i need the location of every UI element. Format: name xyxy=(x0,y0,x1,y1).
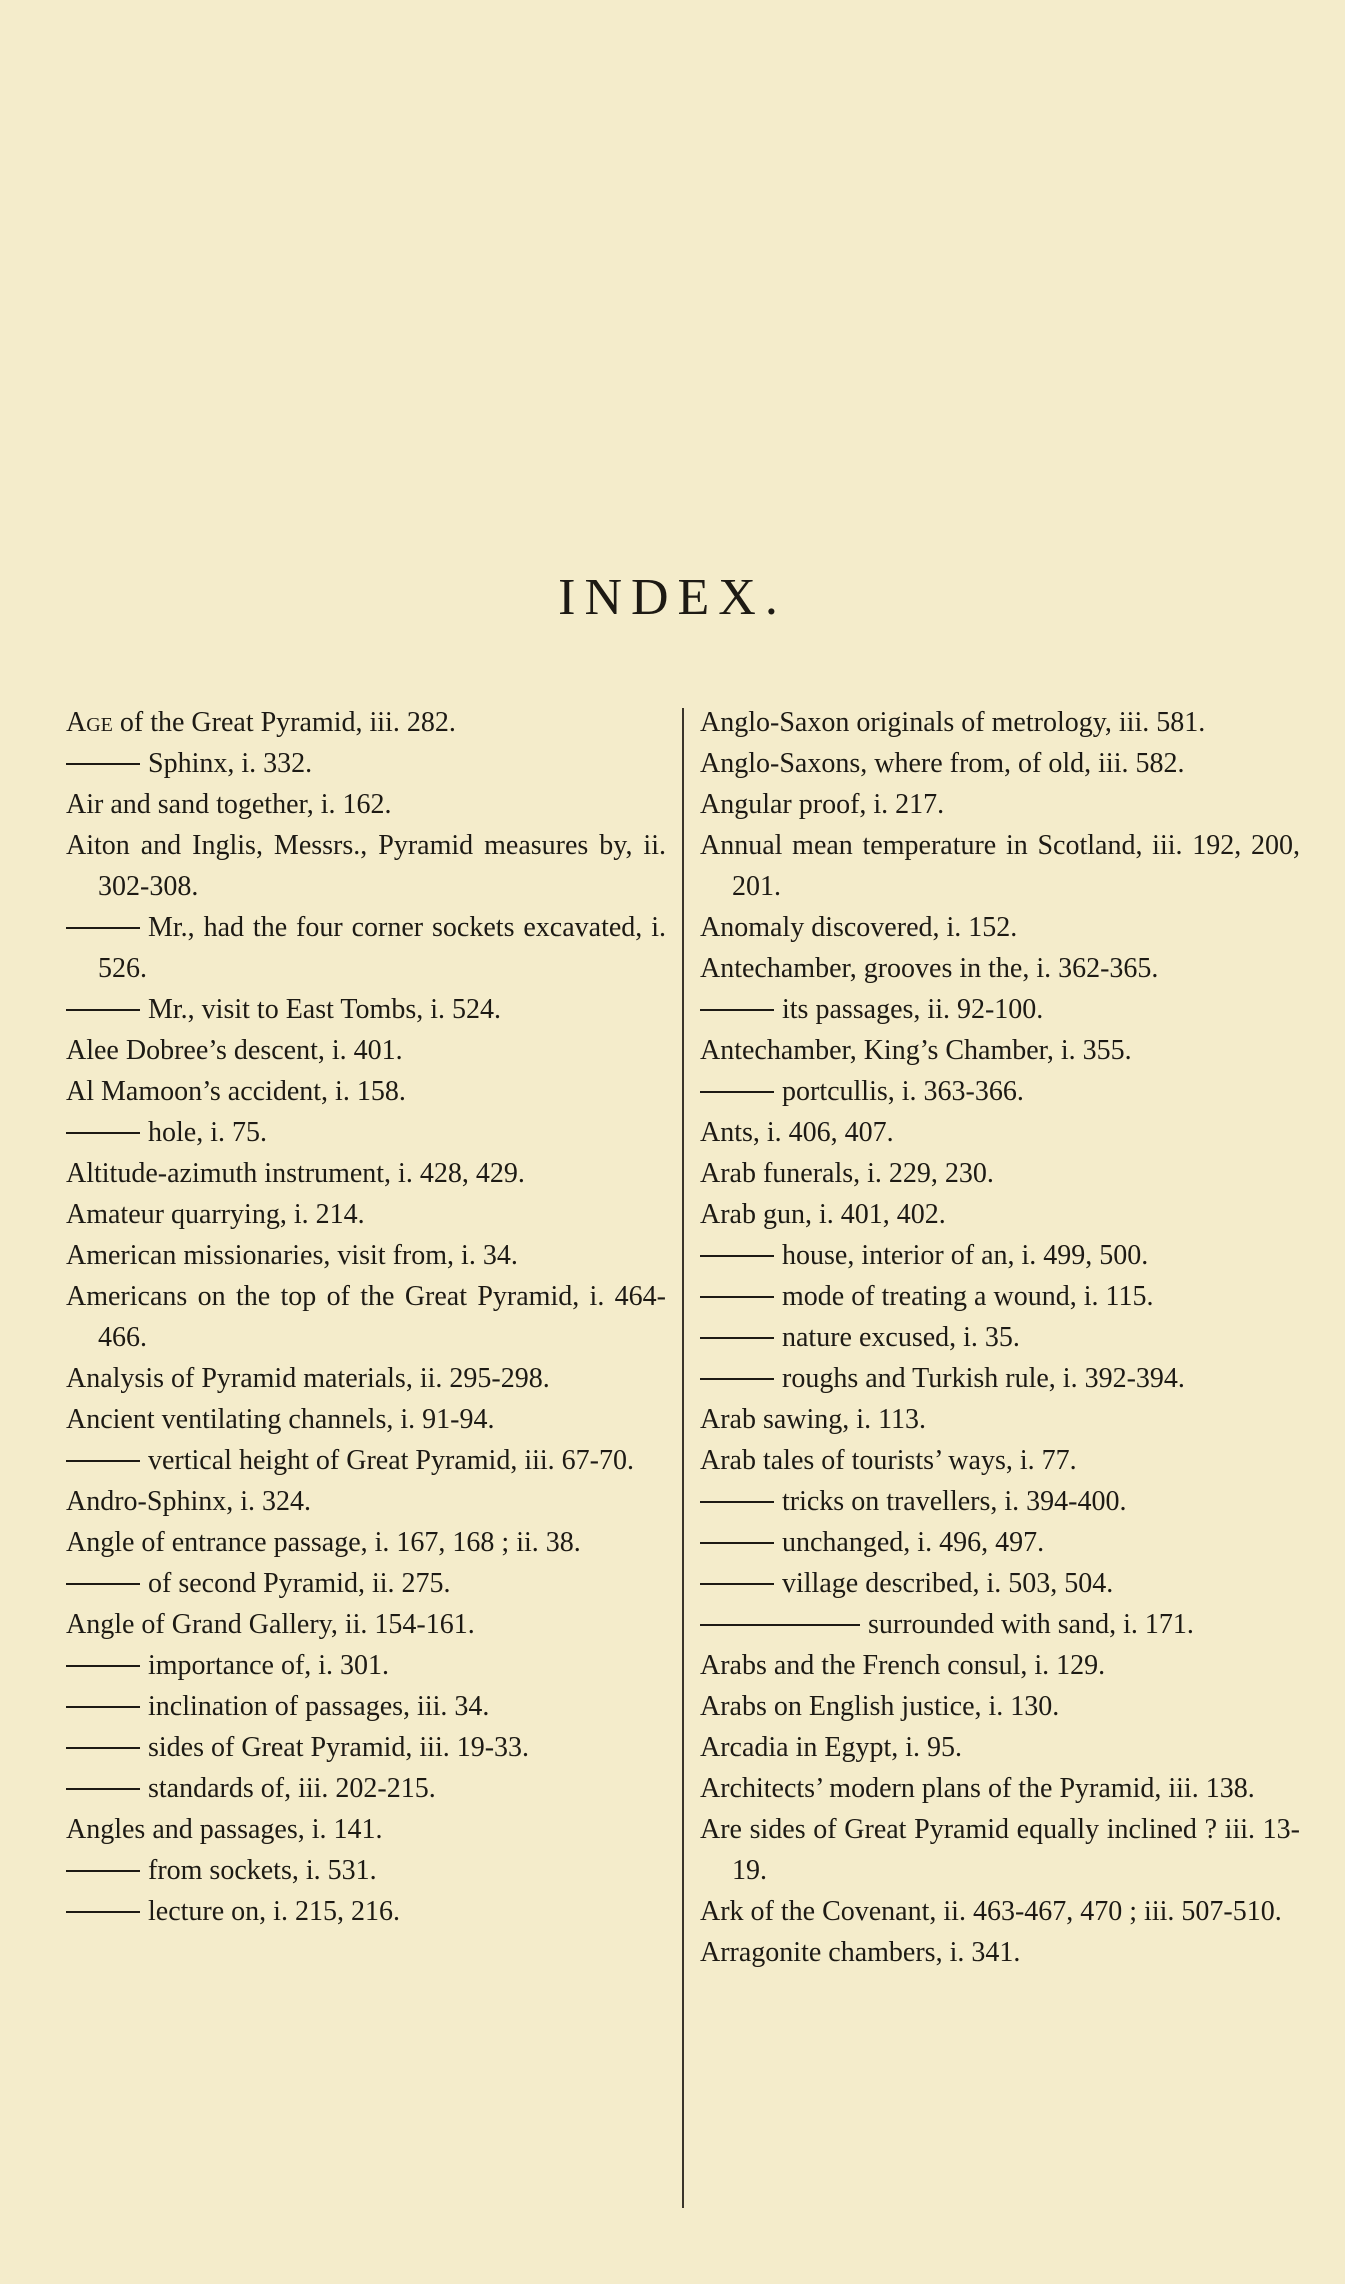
index-entry xyxy=(700,1686,1300,1727)
index-entry xyxy=(66,743,666,784)
index-entry xyxy=(700,1317,1300,1358)
entry-text: Arcadia in Egypt, i. 95. xyxy=(700,1732,963,1763)
index-entry xyxy=(700,1358,1300,1399)
entry-text: Annual mean temperature in Scotland, iii. 192, 200, 201. xyxy=(700,830,1300,902)
entry-text: Al Mamoon’s accident, i. 158. xyxy=(66,1076,406,1107)
index-entry xyxy=(66,1153,666,1194)
index-entry xyxy=(66,1358,666,1399)
index-entry xyxy=(66,1563,666,1604)
index-entry xyxy=(700,702,1300,743)
entry-lead-word: Age xyxy=(66,707,113,738)
index-entry xyxy=(700,784,1300,825)
ditto-dash xyxy=(700,1378,774,1380)
index-entry xyxy=(66,907,666,989)
entry-text: nature excused, i. 35. xyxy=(782,1322,1020,1353)
entry-text: lecture on, i. 215, 216. xyxy=(148,1896,400,1927)
index-entry xyxy=(66,1809,666,1850)
index-entry xyxy=(66,1071,666,1112)
entry-text: surrounded with sand, i. 171. xyxy=(868,1609,1194,1640)
entry-text: Architects’ modern plans of the Pyramid, iii. 138. xyxy=(700,1773,1255,1804)
index-entry xyxy=(66,1235,666,1276)
index-entry xyxy=(700,1768,1300,1809)
entry-text: of second Pyramid, ii. 275. xyxy=(148,1568,451,1599)
entry-text: inclination of passages, iii. 34. xyxy=(148,1691,490,1722)
entry-text: Arab sawing, i. 113. xyxy=(700,1404,927,1435)
entry-text: Arab tales of tourists’ ways, i. 77. xyxy=(700,1445,1077,1476)
index-entry xyxy=(700,1071,1300,1112)
ditto-dash xyxy=(700,1296,774,1298)
ditto-dash xyxy=(700,1255,774,1257)
index-entry xyxy=(66,1030,666,1071)
index-entry xyxy=(66,1481,666,1522)
entry-text: Antechamber, King’s Chamber, i. 355. xyxy=(700,1035,1132,1066)
entry-text: from sockets, i. 531. xyxy=(148,1855,377,1886)
entry-text: Angles and passages, i. 141. xyxy=(66,1814,383,1845)
entry-text: hole, i. 75. xyxy=(148,1117,267,1148)
entry-text: Arab funerals, i. 229, 230. xyxy=(700,1158,994,1189)
entry-text: unchanged, i. 496, 497. xyxy=(782,1527,1045,1558)
entry-text: Arabs on English justice, i. 130. xyxy=(700,1691,1060,1722)
index-entry xyxy=(700,1481,1300,1522)
entry-text: Air and sand together, i. 162. xyxy=(66,789,392,820)
ditto-dash xyxy=(66,1870,140,1872)
ditto-dash xyxy=(700,1583,774,1585)
index-entry xyxy=(66,1604,666,1645)
ditto-dash xyxy=(66,1706,140,1708)
index-entry xyxy=(66,825,666,907)
ditto-dash xyxy=(700,1091,774,1093)
ditto-dash xyxy=(66,927,140,929)
index-entry xyxy=(700,1235,1300,1276)
index-entry xyxy=(66,1686,666,1727)
index-entry xyxy=(66,1891,666,1932)
index-entry xyxy=(700,825,1300,907)
entry-text: Anglo-Saxon originals of metrology, iii. 581. xyxy=(700,707,1206,738)
index-entry xyxy=(700,1030,1300,1071)
entry-text: vertical height of Great Pyramid, iii. 67-70. xyxy=(148,1445,634,1476)
index-column-right xyxy=(700,702,1300,1973)
index-entry xyxy=(700,1645,1300,1686)
index-entry xyxy=(700,1440,1300,1481)
index-entry xyxy=(700,1932,1300,1973)
entry-text: sides of Great Pyramid, iii. 19-33. xyxy=(148,1732,530,1763)
index-entry xyxy=(700,743,1300,784)
entry-text: tricks on travellers, i. 394-400. xyxy=(782,1486,1127,1517)
entry-text: Mr., visit to East Tombs, i. 524. xyxy=(148,994,501,1025)
ditto-dash xyxy=(66,1132,140,1134)
index-entry xyxy=(700,1604,1300,1645)
index-entry xyxy=(66,1850,666,1891)
entry-text: of the Great Pyramid, iii. 282. xyxy=(112,707,456,738)
index-entry xyxy=(66,702,666,743)
index-entry xyxy=(66,1194,666,1235)
ditto-dash xyxy=(700,1337,774,1339)
entry-text: village described, i. 503, 504. xyxy=(782,1568,1114,1599)
index-entry xyxy=(700,1891,1300,1932)
ditto-dash xyxy=(66,1583,140,1585)
index-entry xyxy=(700,1727,1300,1768)
page-title: INDEX. xyxy=(558,569,787,626)
index-entry xyxy=(66,1112,666,1153)
index-entry xyxy=(700,948,1300,989)
index-entry xyxy=(66,1727,666,1768)
ditto-dash xyxy=(700,1501,774,1503)
entry-text: Anglo-Saxons, where from, of old, iii. 582. xyxy=(700,748,1185,779)
entry-text: Angular proof, i. 217. xyxy=(700,789,945,820)
entry-text: portcullis, i. 363-366. xyxy=(782,1076,1024,1107)
index-entry xyxy=(700,1153,1300,1194)
ditto-dash xyxy=(700,1542,774,1544)
ditto-dash xyxy=(700,1009,774,1011)
entry-text: Antechamber, grooves in the, i. 362-365. xyxy=(700,953,1159,984)
index-entry xyxy=(66,1276,666,1358)
entry-text: Sphinx, i. 332. xyxy=(148,748,313,779)
entry-text: Alee Dobree’s descent, i. 401. xyxy=(66,1035,403,1066)
index-entry xyxy=(700,1276,1300,1317)
index-entry xyxy=(700,1112,1300,1153)
entry-text: house, interior of an, i. 499, 500. xyxy=(782,1240,1149,1271)
ditto-dash xyxy=(66,1788,140,1790)
entry-text: Andro-Sphinx, i. 324. xyxy=(66,1486,311,1517)
entry-text: Arab gun, i. 401, 402. xyxy=(700,1199,946,1230)
index-entry xyxy=(700,1194,1300,1235)
entry-text: Analysis of Pyramid materials, ii. 295-298. xyxy=(66,1363,550,1394)
entry-text: Are sides of Great Pyramid equally inclined ? iii. 13-19. xyxy=(700,1814,1300,1886)
index-entry xyxy=(66,1645,666,1686)
index-entry xyxy=(66,784,666,825)
entry-text: Ants, i. 406, 407. xyxy=(700,1117,894,1148)
column-divider xyxy=(682,708,684,2208)
entry-text: Americans on the top of the Great Pyramid, i. 464-466. xyxy=(66,1281,666,1353)
entry-text: Angle of entrance passage, i. 167, 168 ; ii. 38. xyxy=(66,1527,581,1558)
entry-text: Altitude-azimuth instrument, i. 428, 429. xyxy=(66,1158,525,1189)
entry-text: Ark of the Covenant, ii. 463-467, 470 ; iii. 507-510. xyxy=(700,1896,1282,1927)
entry-text: Mr., had the four corner sockets excavated, i. 526. xyxy=(98,912,666,984)
entry-text: roughs and Turkish rule, i. 392-394. xyxy=(782,1363,1185,1394)
index-entry xyxy=(700,907,1300,948)
index-entry xyxy=(66,1440,666,1481)
ditto-dash xyxy=(700,1624,860,1626)
index-entry xyxy=(66,1522,666,1563)
index-entry xyxy=(700,1563,1300,1604)
index-entry xyxy=(700,1809,1300,1891)
index-entry xyxy=(700,1522,1300,1563)
index-entry xyxy=(700,1399,1300,1440)
entry-text: its passages, ii. 92-100. xyxy=(782,994,1044,1025)
entry-text: Anomaly discovered, i. 152. xyxy=(700,912,1018,943)
index-entry xyxy=(66,1768,666,1809)
ditto-dash xyxy=(66,1747,140,1749)
entry-text: standards of, iii. 202-215. xyxy=(148,1773,436,1804)
entry-text: mode of treating a wound, i. 115. xyxy=(782,1281,1154,1312)
entry-text: importance of, i. 301. xyxy=(148,1650,390,1681)
entry-text: Ancient ventilating channels, i. 91-94. xyxy=(66,1404,495,1435)
ditto-dash xyxy=(66,1009,140,1011)
entry-text: Angle of Grand Gallery, ii. 154-161. xyxy=(66,1609,475,1640)
entry-text: Aiton and Inglis, Messrs., Pyramid measures by, ii. 302-308. xyxy=(66,830,666,902)
ditto-dash xyxy=(66,1911,140,1913)
entry-text: Amateur quarrying, i. 214. xyxy=(66,1199,365,1230)
index-entry xyxy=(66,989,666,1030)
ditto-dash xyxy=(66,1665,140,1667)
entry-text: Arabs and the French consul, i. 129. xyxy=(700,1650,1106,1681)
ditto-dash xyxy=(66,763,140,765)
index-entry xyxy=(700,989,1300,1030)
entry-text: American missionaries, visit from, i. 34. xyxy=(66,1240,518,1271)
entry-text: Arragonite chambers, i. 341. xyxy=(700,1937,1021,1968)
ditto-dash xyxy=(66,1460,140,1462)
index-entry xyxy=(66,1399,666,1440)
index-column-left xyxy=(66,702,666,1932)
